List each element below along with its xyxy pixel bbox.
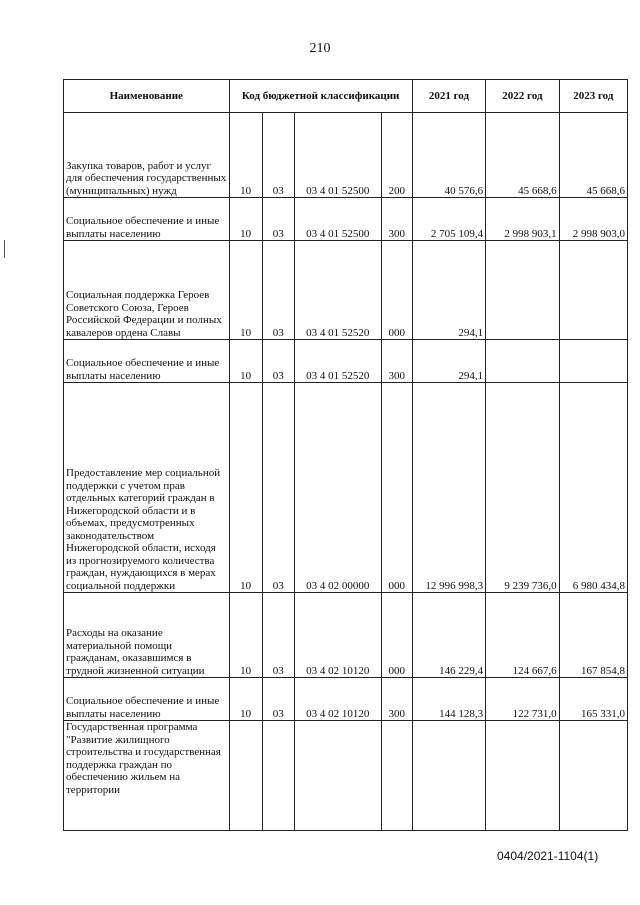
row-target-article: 03 4 02 10120 <box>294 678 381 721</box>
row-section: 10 <box>229 198 262 241</box>
row-name: Государственная программа "Развитие жилищного строительства и государственная поддержка граждан по обеспечению жильем на территории <box>64 721 230 831</box>
table-header-row <box>64 80 628 113</box>
row-value-2021: 40 576,6 <box>412 113 485 198</box>
row-name: Социальная поддержка Героев Советского Союза, Героев Российской Федерации и полных кавалеров ордена Славы <box>64 241 230 340</box>
row-name: Социальное обеспечение и иные выплаты населению <box>64 198 230 241</box>
row-expense-type: 000 <box>381 241 412 340</box>
empty-cell <box>262 721 294 831</box>
row-section: 10 <box>229 383 262 593</box>
row-value-2022: 45 668,6 <box>486 113 559 198</box>
row-target-article: 03 4 01 52500 <box>294 113 381 198</box>
row-name: Предоставление мер социальной поддержки с учетом прав отдельных категорий граждан в Нижегородской области и в объемах, предусмотренных законодательством Нижегородской области, исходя из прогнозируемого количества граждан, нуждающихся в мерах социальной поддержки <box>64 383 230 593</box>
row-subsection: 03 <box>262 593 294 678</box>
row-value-2022 <box>486 340 559 383</box>
row-section: 10 <box>229 113 262 198</box>
row-value-2021: 294,1 <box>412 241 485 340</box>
row-name: Социальное обеспечение и иные выплаты населению <box>64 340 230 383</box>
header-2023: 2023 год <box>559 80 627 113</box>
table-body <box>64 113 628 831</box>
row-value-2021: 294,1 <box>412 340 485 383</box>
row-target-article: 03 4 02 10120 <box>294 593 381 678</box>
row-name: Закупка товаров, работ и услуг для обеспечения государственных (муниципальных) нужд <box>64 113 230 198</box>
table-row <box>64 383 628 593</box>
empty-cell <box>294 721 381 831</box>
row-subsection: 03 <box>262 383 294 593</box>
row-section: 10 <box>229 340 262 383</box>
row-value-2022: 2 998 903,1 <box>486 198 559 241</box>
row-value-2022: 122 731,0 <box>486 678 559 721</box>
row-value-2023: 165 331,0 <box>559 678 627 721</box>
row-section: 10 <box>229 678 262 721</box>
row-value-2021: 146 229,4 <box>412 593 485 678</box>
empty-cell <box>486 721 559 831</box>
row-value-2023: 45 668,6 <box>559 113 627 198</box>
row-value-2021: 144 128,3 <box>412 678 485 721</box>
row-name: Расходы на оказание материальной помощи гражданам, оказавшимся в трудной жизненной ситуации <box>64 593 230 678</box>
header-name: Наименование <box>64 80 230 113</box>
row-subsection: 03 <box>262 198 294 241</box>
empty-cell <box>559 721 627 831</box>
row-target-article: 03 4 01 52520 <box>294 241 381 340</box>
row-value-2023: 6 980 434,8 <box>559 383 627 593</box>
row-expense-type: 300 <box>381 340 412 383</box>
row-value-2022: 124 667,6 <box>486 593 559 678</box>
row-subsection: 03 <box>262 113 294 198</box>
document-footer-code: 0404/2021-1104(1) <box>497 849 599 863</box>
empty-cell <box>412 721 485 831</box>
row-value-2023: 2 998 903,0 <box>559 198 627 241</box>
budget-table <box>63 79 628 831</box>
row-section: 10 <box>229 593 262 678</box>
table-row <box>64 340 628 383</box>
row-name: Социальное обеспечение и иные выплаты населению <box>64 678 230 721</box>
row-expense-type: 200 <box>381 113 412 198</box>
table-row <box>64 593 628 678</box>
row-value-2023: 167 854,8 <box>559 593 627 678</box>
row-expense-type: 300 <box>381 678 412 721</box>
row-expense-type: 300 <box>381 198 412 241</box>
row-expense-type: 000 <box>381 593 412 678</box>
row-value-2023 <box>559 241 627 340</box>
row-target-article: 03 4 01 52500 <box>294 198 381 241</box>
row-value-2021: 12 996 998,3 <box>412 383 485 593</box>
row-value-2022 <box>486 241 559 340</box>
row-section: 10 <box>229 241 262 340</box>
table-row <box>64 113 628 198</box>
row-expense-type: 000 <box>381 383 412 593</box>
row-subsection: 03 <box>262 678 294 721</box>
empty-cell <box>381 721 412 831</box>
row-value-2021: 2 705 109,4 <box>412 198 485 241</box>
margin-mark <box>4 240 5 258</box>
table-row <box>64 198 628 241</box>
row-value-2023 <box>559 340 627 383</box>
row-target-article: 03 4 02 00000 <box>294 383 381 593</box>
row-target-article: 03 4 01 52520 <box>294 340 381 383</box>
row-value-2022: 9 239 736,0 <box>486 383 559 593</box>
table-row <box>64 241 628 340</box>
table-row <box>64 678 628 721</box>
page-number: 210 <box>309 41 331 56</box>
header-2021: 2021 год <box>412 80 485 113</box>
empty-cell <box>229 721 262 831</box>
header-2022: 2022 год <box>486 80 559 113</box>
row-subsection: 03 <box>262 340 294 383</box>
table-row-continued <box>64 721 628 831</box>
row-subsection: 03 <box>262 241 294 340</box>
header-code: Код бюджетной классификации <box>229 80 412 113</box>
